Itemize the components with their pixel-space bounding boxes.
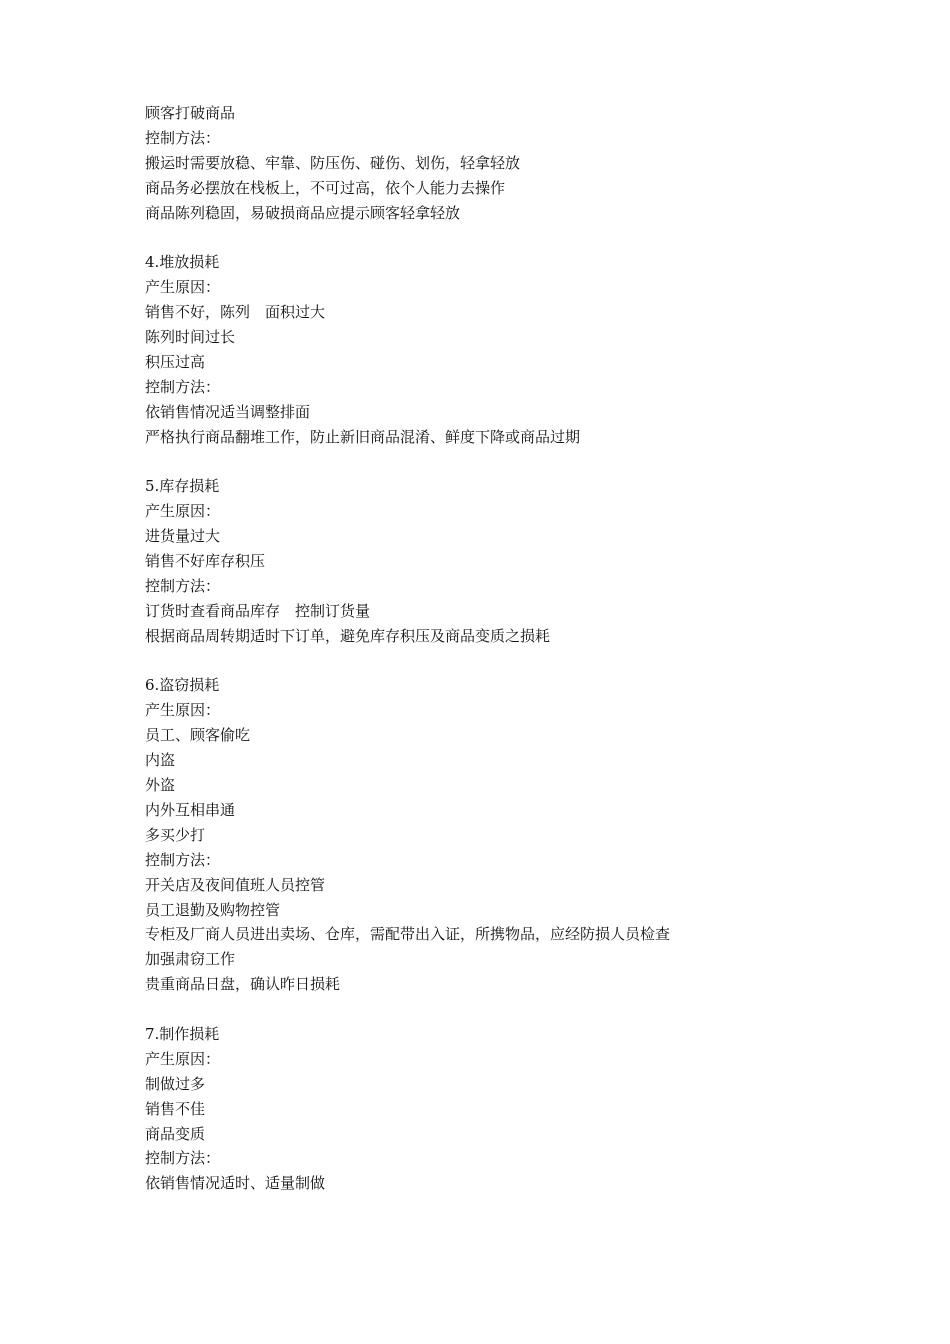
text-line: 依销售情况适当调整排面 xyxy=(145,402,311,421)
section-spacer xyxy=(145,997,885,1022)
text-line: 控制方法： xyxy=(145,1149,221,1168)
section-spacer xyxy=(145,449,885,474)
text-line: 控制方法： xyxy=(145,128,221,147)
text-line: 搬运时需要放稳、牢靠、防压伤、碰伤、划伤，轻拿轻放 xyxy=(145,153,521,172)
text-line: 产生原因： xyxy=(145,502,221,521)
document-section xyxy=(145,474,885,648)
text-line: 员工、顾客偷吃 xyxy=(145,726,251,745)
text-line: 销售不佳 xyxy=(145,1099,206,1118)
document-body xyxy=(145,101,885,1196)
text-line: 销售不好，陈列 面积过大 xyxy=(145,303,326,322)
section-heading: 5.库存损耗 xyxy=(145,477,220,496)
text-line: 积压过高 xyxy=(145,352,206,371)
text-line: 产生原因： xyxy=(145,1049,221,1068)
text-line: 控制方法： xyxy=(145,576,221,595)
text-line: 开关店及夜间值班人员控管 xyxy=(145,875,326,894)
section-heading: 7.制作损耗 xyxy=(145,1024,220,1043)
text-line: 商品陈列稳固，易破损商品应提示顾客轻拿轻放 xyxy=(145,203,461,222)
text-line: 商品务必摆放在栈板上，不可过高，依个人能力去操作 xyxy=(145,178,506,197)
text-line: 控制方法： xyxy=(145,377,221,396)
text-line: 依销售情况适时、适量制做 xyxy=(145,1174,326,1193)
text-line: 贵重商品日盘，确认昨日损耗 xyxy=(145,975,341,994)
text-line: 产生原因： xyxy=(145,278,221,297)
text-line: 陈列时间过长 xyxy=(145,328,236,347)
text-line: 员工退勤及购物控管 xyxy=(145,900,281,919)
section-heading: 6.盗窃损耗 xyxy=(145,676,220,695)
text-line: 订货时查看商品库存 控制订货量 xyxy=(145,601,371,620)
text-line: 产生原因： xyxy=(145,701,221,720)
section-heading: 4.堆放损耗 xyxy=(145,253,220,272)
section-spacer xyxy=(145,649,885,674)
text-line: 外盗 xyxy=(145,776,176,795)
text-line: 内盗 xyxy=(145,751,176,770)
text-line: 多买少打 xyxy=(145,825,206,844)
text-line: 严格执行商品翻堆工作，防止新旧商品混淆、鲜度下降或商品过期 xyxy=(145,427,581,446)
section-spacer xyxy=(145,225,885,250)
text-line: 商品变质 xyxy=(145,1124,206,1143)
document-section xyxy=(145,1022,885,1196)
text-line: 进货量过大 xyxy=(145,527,221,546)
document-section xyxy=(145,250,885,449)
text-line: 销售不好库存积压 xyxy=(145,552,266,571)
text-line: 制做过多 xyxy=(145,1074,206,1093)
text-line: 专柜及厂商人员进出卖场、仓库，需配带出入证，所携物品，应经防损人员检查 xyxy=(145,925,671,944)
document-section xyxy=(145,101,885,225)
text-line: 控制方法： xyxy=(145,850,221,869)
text-line: 内外互相串通 xyxy=(145,800,236,819)
text-line: 根据商品周转期适时下订单，避免库存积压及商品变质之损耗 xyxy=(145,626,551,645)
document-section xyxy=(145,673,885,997)
text-line: 加强肃窃工作 xyxy=(145,950,236,969)
text-line: 顾客打破商品 xyxy=(145,104,236,122)
